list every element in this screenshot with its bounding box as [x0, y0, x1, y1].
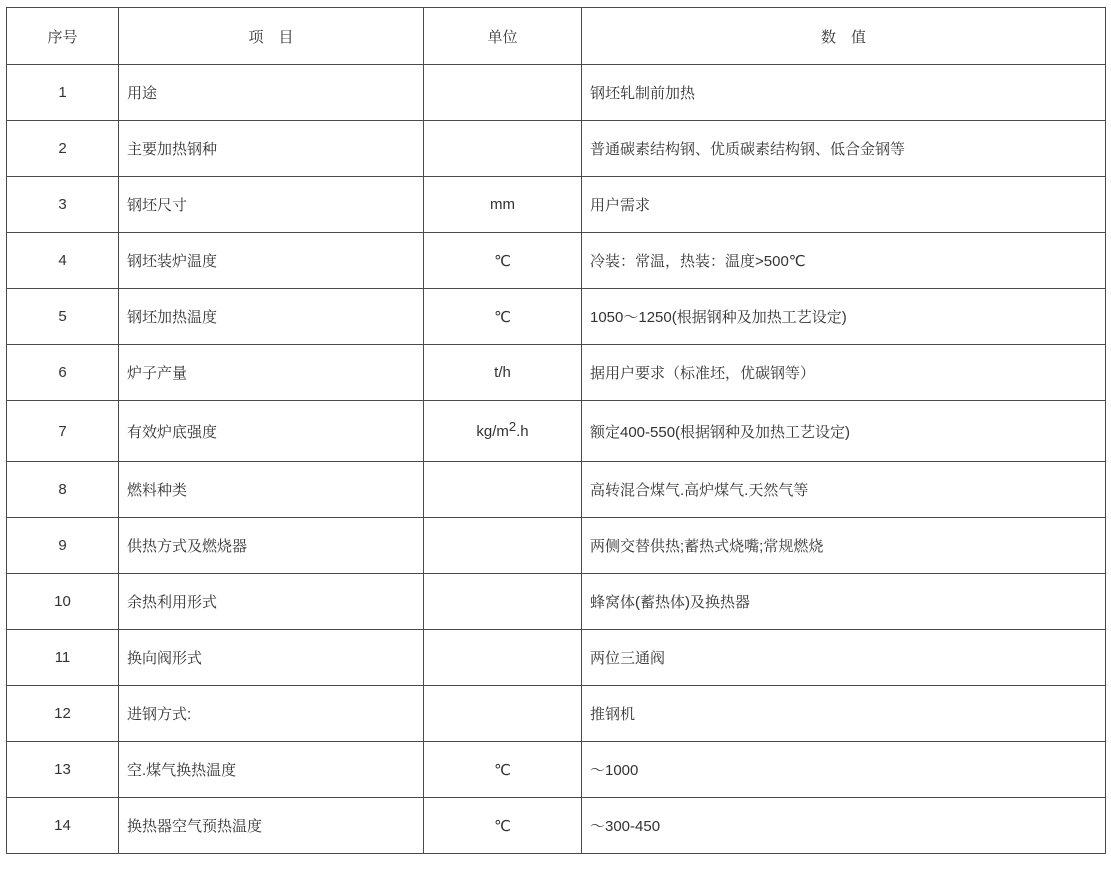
row-no: 1 [7, 65, 119, 121]
row-item: 燃料种类 [119, 462, 424, 518]
row-unit: ℃ [424, 798, 582, 854]
row-no: 10 [7, 574, 119, 630]
row-value: 钢坯轧制前加热 [582, 65, 1106, 121]
row-unit [424, 574, 582, 630]
row-no: 12 [7, 686, 119, 742]
spec-table [6, 7, 1106, 854]
table-row [7, 345, 1106, 401]
table-row [7, 574, 1106, 630]
table-row [7, 518, 1106, 574]
unit-superscript: 2 [508, 418, 517, 434]
row-value: 额定400-550(根据钢种及加热工艺设定) [582, 401, 1106, 462]
table-row [7, 233, 1106, 289]
table-row [7, 401, 1106, 462]
row-no: 7 [7, 401, 119, 462]
row-item: 有效炉底强度 [119, 401, 424, 462]
header-item: 项 目 [119, 8, 424, 65]
table-row [7, 177, 1106, 233]
row-no: 6 [7, 345, 119, 401]
row-unit [424, 65, 582, 121]
table-row [7, 462, 1106, 518]
row-value: 1050～1250(根据钢种及加热工艺设定) [582, 289, 1106, 345]
row-item: 余热利用形式 [119, 574, 424, 630]
row-unit [424, 401, 582, 462]
row-no: 4 [7, 233, 119, 289]
row-value: 用户需求 [582, 177, 1106, 233]
row-value: 两侧交替供热;蓄热式烧嘴;常规燃烧 [582, 518, 1106, 574]
row-unit: ℃ [424, 233, 582, 289]
row-no: 13 [7, 742, 119, 798]
row-unit [424, 462, 582, 518]
row-no: 11 [7, 630, 119, 686]
header-value: 数 值 [582, 8, 1106, 65]
row-no: 5 [7, 289, 119, 345]
row-value: ～1000 [582, 742, 1106, 798]
row-unit [424, 630, 582, 686]
row-unit: ℃ [424, 289, 582, 345]
row-item: 钢坯装炉温度 [119, 233, 424, 289]
table-row [7, 121, 1106, 177]
row-unit: ℃ [424, 742, 582, 798]
row-value: 普通碳素结构钢、优质碳素结构钢、低合金钢等 [582, 121, 1106, 177]
unit-tail: .h [516, 422, 529, 440]
row-item: 炉子产量 [119, 345, 424, 401]
row-value: ～300-450 [582, 798, 1106, 854]
row-item: 进钢方式: [119, 686, 424, 742]
row-item: 供热方式及燃烧器 [119, 518, 424, 574]
row-no: 3 [7, 177, 119, 233]
row-no: 8 [7, 462, 119, 518]
table-header-row [7, 8, 1106, 65]
table-row [7, 289, 1106, 345]
unit-base: kg/m [476, 422, 509, 440]
row-item: 用途 [119, 65, 424, 121]
row-item: 主要加热钢种 [119, 121, 424, 177]
row-unit [424, 518, 582, 574]
row-value: 推钢机 [582, 686, 1106, 742]
table-row [7, 742, 1106, 798]
row-value: 冷装：常温，热装：温度>500℃ [582, 233, 1106, 289]
row-unit: mm [424, 177, 582, 233]
row-unit [424, 121, 582, 177]
row-unit [424, 686, 582, 742]
row-value: 据用户要求（标准坯，优碳钢等） [582, 345, 1106, 401]
row-no: 9 [7, 518, 119, 574]
table-row [7, 630, 1106, 686]
row-no: 14 [7, 798, 119, 854]
table-row [7, 798, 1106, 854]
row-unit: t/h [424, 345, 582, 401]
row-value: 高转混合煤气.高炉煤气.天然气等 [582, 462, 1106, 518]
row-value: 蜂窝体(蓄热体)及换热器 [582, 574, 1106, 630]
row-value: 两位三通阀 [582, 630, 1106, 686]
header-unit: 单位 [424, 8, 582, 65]
table-row [7, 686, 1106, 742]
header-no: 序号 [7, 8, 119, 65]
row-item: 换热器空气预热温度 [119, 798, 424, 854]
row-no: 2 [7, 121, 119, 177]
row-item: 空.煤气换热温度 [119, 742, 424, 798]
table-row [7, 65, 1106, 121]
row-item: 钢坯加热温度 [119, 289, 424, 345]
row-item: 钢坯尺寸 [119, 177, 424, 233]
row-item: 换向阀形式 [119, 630, 424, 686]
